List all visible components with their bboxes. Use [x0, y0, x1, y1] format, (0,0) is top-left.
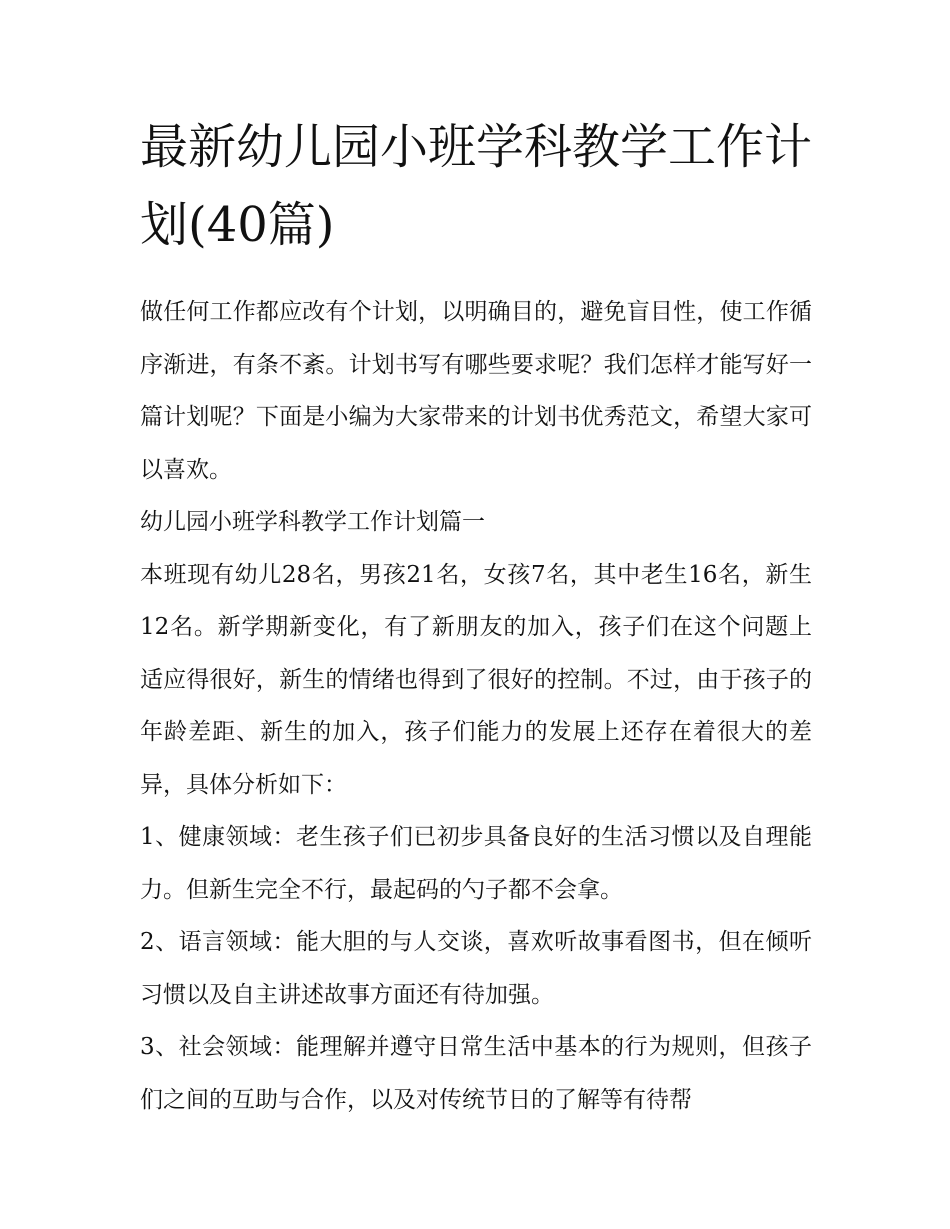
document-title: 最新幼儿园小班学科教学工作计划(40篇)	[140, 119, 813, 253]
social-domain-item: 3、社会领域：能理解并遵守日常生活中基本的行为规则，但孩子们之间的互助与合作，以及对传统节日的了解等有待帮	[140, 1034, 812, 1113]
document-page	[140, 108, 812, 1126]
health-domain-item: 1、健康领域：老生孩子们已初步具备良好的生活习惯以及自理能力。但新生完全不行，最起码的勺子都不会拿。	[140, 824, 812, 903]
language-domain-item: 2、语言领域：能大胆的与人交谈，喜欢听故事看图书，但在倾听习惯以及自主讲述故事方面还有待加强。	[140, 929, 812, 1008]
class-overview-paragraph: 本班现有幼儿28名，男孩21名，女孩7名，其中老生16名，新生12名。新学期新变化，有了新朋友的加入，孩子们在这个问题上适应得很好，新生的情绪也得到了很好的控制。不过，由于孩子的年龄差距、新生的加入，孩子们能力的发展上还存在着很大的差异，具体分析如下：	[140, 561, 812, 798]
intro-paragraph: 做任何工作都应改有个计划，以明确目的，避免盲目性，使工作循序渐进，有条不紊。计划书写有哪些要求呢？我们怎样才能写好一篇计划呢？下面是小编为大家带来的计划书优秀范文，希望大家可以喜欢。	[140, 299, 812, 483]
section-heading: 幼儿园小班学科教学工作计划篇一	[140, 509, 485, 535]
